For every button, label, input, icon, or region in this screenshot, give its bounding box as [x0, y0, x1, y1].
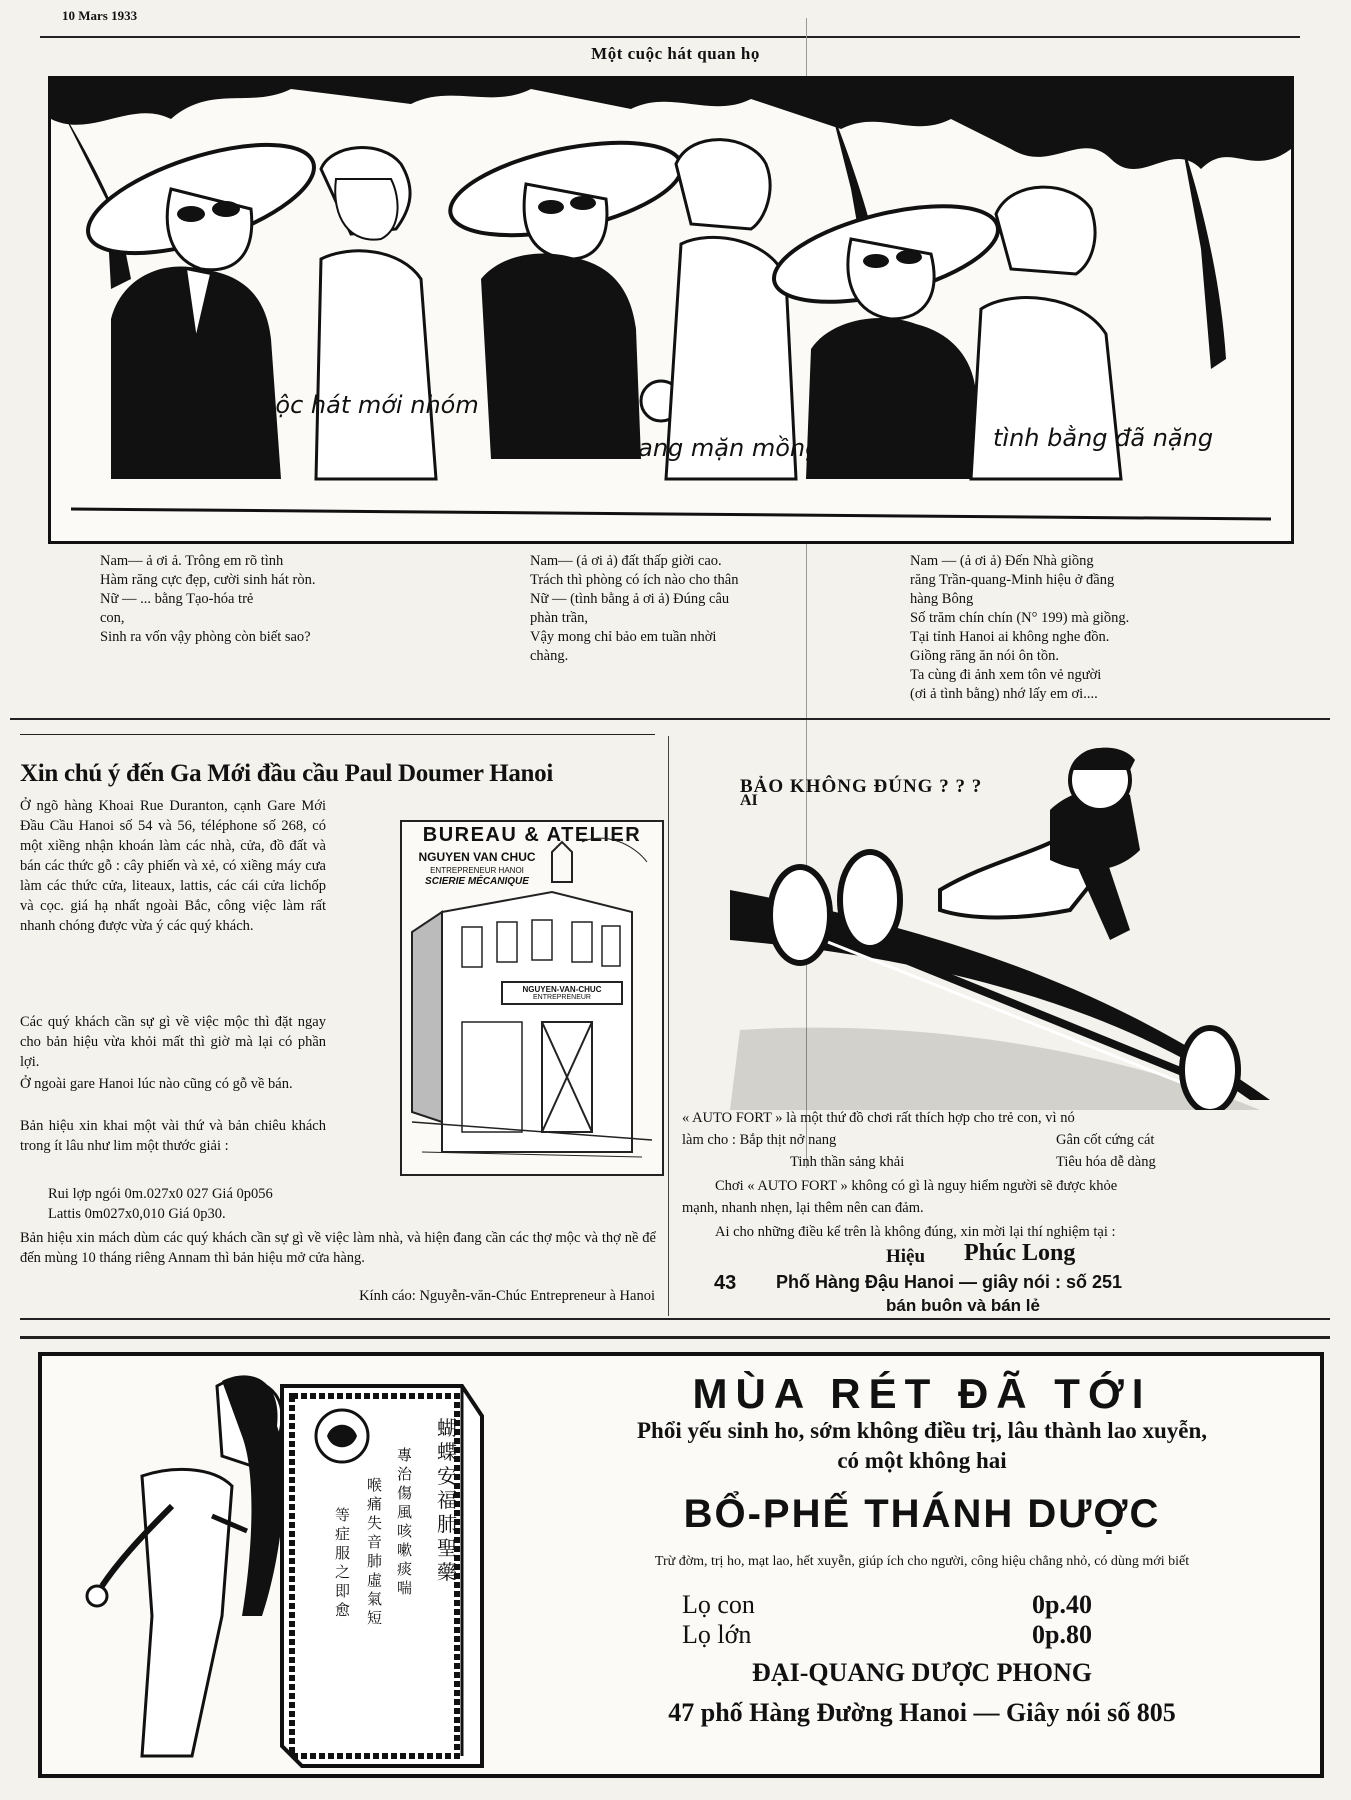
ad-autofort-title-prefix: AI — [740, 792, 758, 809]
bureau-box-sign: NGUYEN-VAN-CHUC — [522, 985, 602, 994]
ad-medicine-address: 47 phố Hàng Đường Hanoi — Giây nói số 805 — [668, 1698, 1176, 1727]
bureau-box-title: BUREAU & ATELIER — [422, 824, 642, 846]
section-rule-4 — [20, 1336, 1330, 1339]
issue-date: 10 Mars 1933 — [62, 8, 138, 23]
cartoon-illustration — [51, 79, 1291, 541]
ad-medicine-description: Trừ đờm, trị ho, mạt lao, hết xuyễn, giúp ích cho người, công hiệu chẳng nhỏ, có dùng mới biết — [654, 1554, 1190, 1569]
column-divider — [668, 736, 669, 1316]
ad-autofort-line-1: « AUTO FORT » là một thứ đồ chơi rất thích hợp cho trẻ con, vì nó — [682, 1110, 1075, 1126]
ad-autofort-line-4: Chơi « AUTO FORT » không có gì là nguy hiểm người sẽ được khỏe — [715, 1178, 1118, 1194]
ad-medicine-price-small-label: Lọ con — [682, 1590, 755, 1619]
header-rule — [40, 36, 1300, 38]
verse-column-1: Nam— ả ơi ả. Trông em rõ tình Hàm răng cực đẹp, cười sinh hát ròn. Nữ — ... bằng Tạo-hóa trẻ con, Sinh ra vốn vậy phòng còn biết sao? — [100, 553, 316, 645]
bureau-box-name: NGUYEN VAN CHUC — [418, 850, 536, 864]
ad-medicine-box — [38, 1352, 1324, 1778]
ad-medicine-product: BỔ-PHẾ THÁNH DƯỢC — [683, 1492, 1161, 1536]
ad-woodshop-para-2: Các quý khách cần sự gì về việc mộc thì đặt ngay cho bản hiệu vừa khỏi mất thì giờ mà lại có phần lợi. — [20, 1014, 326, 1070]
ad-medicine-maker: ĐẠI-QUANG DƯỢC PHONG — [752, 1658, 1092, 1687]
ad-woodshop-para-1: Ở ngõ hàng Khoai Rue Duranton, cạnh Gare Mới Đầu Cầu Hanoi số 54 và 56, téléphone số 268, có một xiềng nhận khoán làm các nhà, cửa, đồ đất và bán các thức gỗ : cây phiến và xẻ, có xiềng máy cưa làm các thức cửa, liteaux, lattis, các cái cửa lichốp và cọc. giá hạ nhất ngoài Bắc, công việc làm rất nhanh chóng được vừa ý các quý khách. — [20, 798, 326, 934]
ad-autofort-line-5: mạnh, nhanh nhẹn, lại thêm nên can đảm. — [682, 1200, 924, 1216]
medicine-illustration — [42, 1356, 502, 1774]
ad-medicine-headline: MÙA RÉT ĐÃ TỚI — [692, 1370, 1152, 1417]
box-chinese-text-1: 蝴蝶安福肺聖藥 — [437, 1416, 457, 1584]
ad-medicine-price-large-label: Lọ lớn — [682, 1620, 752, 1649]
ad-autofort-sale: bán buôn và bán lẻ — [886, 1296, 1040, 1315]
cartoon-caption-3: tình bằng đã nặng — [993, 424, 1214, 452]
ad-medicine-line-2: có một không hai — [837, 1448, 1007, 1473]
cartoon-caption-2: ả đã đang mặn mồng — [563, 434, 821, 462]
ad-autofort-shop-name: Phúc Long — [964, 1240, 1076, 1266]
bureau-box-sign-2: ENTREPRENEUR — [533, 994, 591, 1001]
box-chinese-text-2: 專治傷風咳嗽痰喘 — [397, 1446, 413, 1597]
ad-autofort-line-3-right: Tiêu hóa dễ dàng — [1056, 1154, 1156, 1170]
ad-autofort-line-2-right: Gân cốt cứng cát — [1056, 1132, 1155, 1148]
ad-woodshop-para-5: Bản hiệu xin mách dùm các quý khách cần sự gì về việc làm nhà, và hiện đang cần các thợ mộc và thợ nề để đến mùng 10 tháng riêng Annam thì bản hiệu mở cửa hàng. — [20, 1230, 656, 1266]
box-chinese-text-3: 喉痛失音肺虛氣短 — [367, 1476, 383, 1627]
ad-woodshop-price-2: Lattis 0m027x0,010 Giá 0p30. — [48, 1206, 226, 1222]
section-rule-2 — [20, 734, 655, 735]
ad-medicine-line-1: Phổi yếu sinh ho, sớm không điều trị, lâu thành lao xuyễn, — [636, 1418, 1207, 1443]
ad-woodshop-title: Xin chú ý đến Ga Mới đầu cầu Paul Doumer Hanoi — [20, 760, 553, 787]
bureau-box-sub1: ENTREPRENEUR HANOI — [430, 866, 524, 875]
ad-autofort-address: Phố Hàng Đậu Hanoi — giây nói : số 251 — [776, 1272, 1123, 1292]
section-rule-3 — [20, 1318, 1330, 1320]
bureau-atelier-illustration — [400, 820, 664, 1176]
cartoon-caption-1: cuộc hát mới nhóm — [247, 391, 479, 419]
ad-autofort-line-2-left: làm cho : Bắp thịt nở nang — [682, 1132, 837, 1148]
ad-woodshop-para-4: Bản hiệu xin khai một vài thứ và bản chiêu khách trong ít lâu như lim một thước giải : — [20, 1118, 326, 1154]
ad-autofort-line-6: Ai cho những điều kể trên là không đúng, xin mời lại thí nghiệm tại : — [715, 1224, 1116, 1240]
ad-autofort-address-number: 43 — [714, 1272, 737, 1294]
ad-autofort-shop-prefix: Hiệu — [886, 1246, 926, 1267]
ad-autofort-line-3-left: Tinh thần sảng khải — [790, 1154, 905, 1170]
box-chinese-text-4: 等症服之即愈 — [335, 1506, 351, 1619]
ad-medicine-price-small: 0p.40 — [1032, 1590, 1092, 1619]
auto-fort-illustration — [690, 740, 1310, 1110]
cartoon-panel — [48, 76, 1294, 544]
ad-woodshop-price-1: Rui lợp ngói 0m.027x0 027 Giá 0p056 — [48, 1186, 273, 1202]
ad-autofort-title: BẢO KHÔNG ĐÚNG ? ? ? — [740, 776, 983, 797]
cartoon-title: Một cuộc hát quan họ — [591, 44, 760, 63]
bureau-box-sub2: SCIERIE MÉCANIQUE — [425, 876, 529, 887]
ad-woodshop-para-3: Ở ngoài gare Hanoi lúc nào cũng có gỗ về bán. — [20, 1076, 293, 1092]
verse-column-2: Nam— (ả ơi ả) đất thấp giời cao. Trách thì phòng có ích nào cho thân Nữ — (tình bằng ả ơi ả) Đúng câu phàn trần, Vậy mong chỉ bảo em tuần nhời chàng. — [530, 553, 739, 664]
ad-medicine-price-large: 0p.80 — [1032, 1620, 1092, 1649]
ad-woodshop-signature: Kính cáo: Nguyễn-văn-Chúc Entrepreneur à Hanoi — [359, 1288, 655, 1304]
section-rule-1 — [10, 718, 1330, 720]
verse-column-3: Nam — (ả ơi ả) Đến Nhà giồng răng Trần-quang-Minh hiệu ở đầng hàng Bông Số trăm chín chín (N° 199) mà giồng. Tại tỉnh Hanoi ai không nghe đồn. Giồng răng ăn nói ôn tồn. Ta cùng đi ảnh xem tôn vẻ người (ơi ả tình bằng) nhớ lấy em ơi.... — [910, 553, 1130, 702]
